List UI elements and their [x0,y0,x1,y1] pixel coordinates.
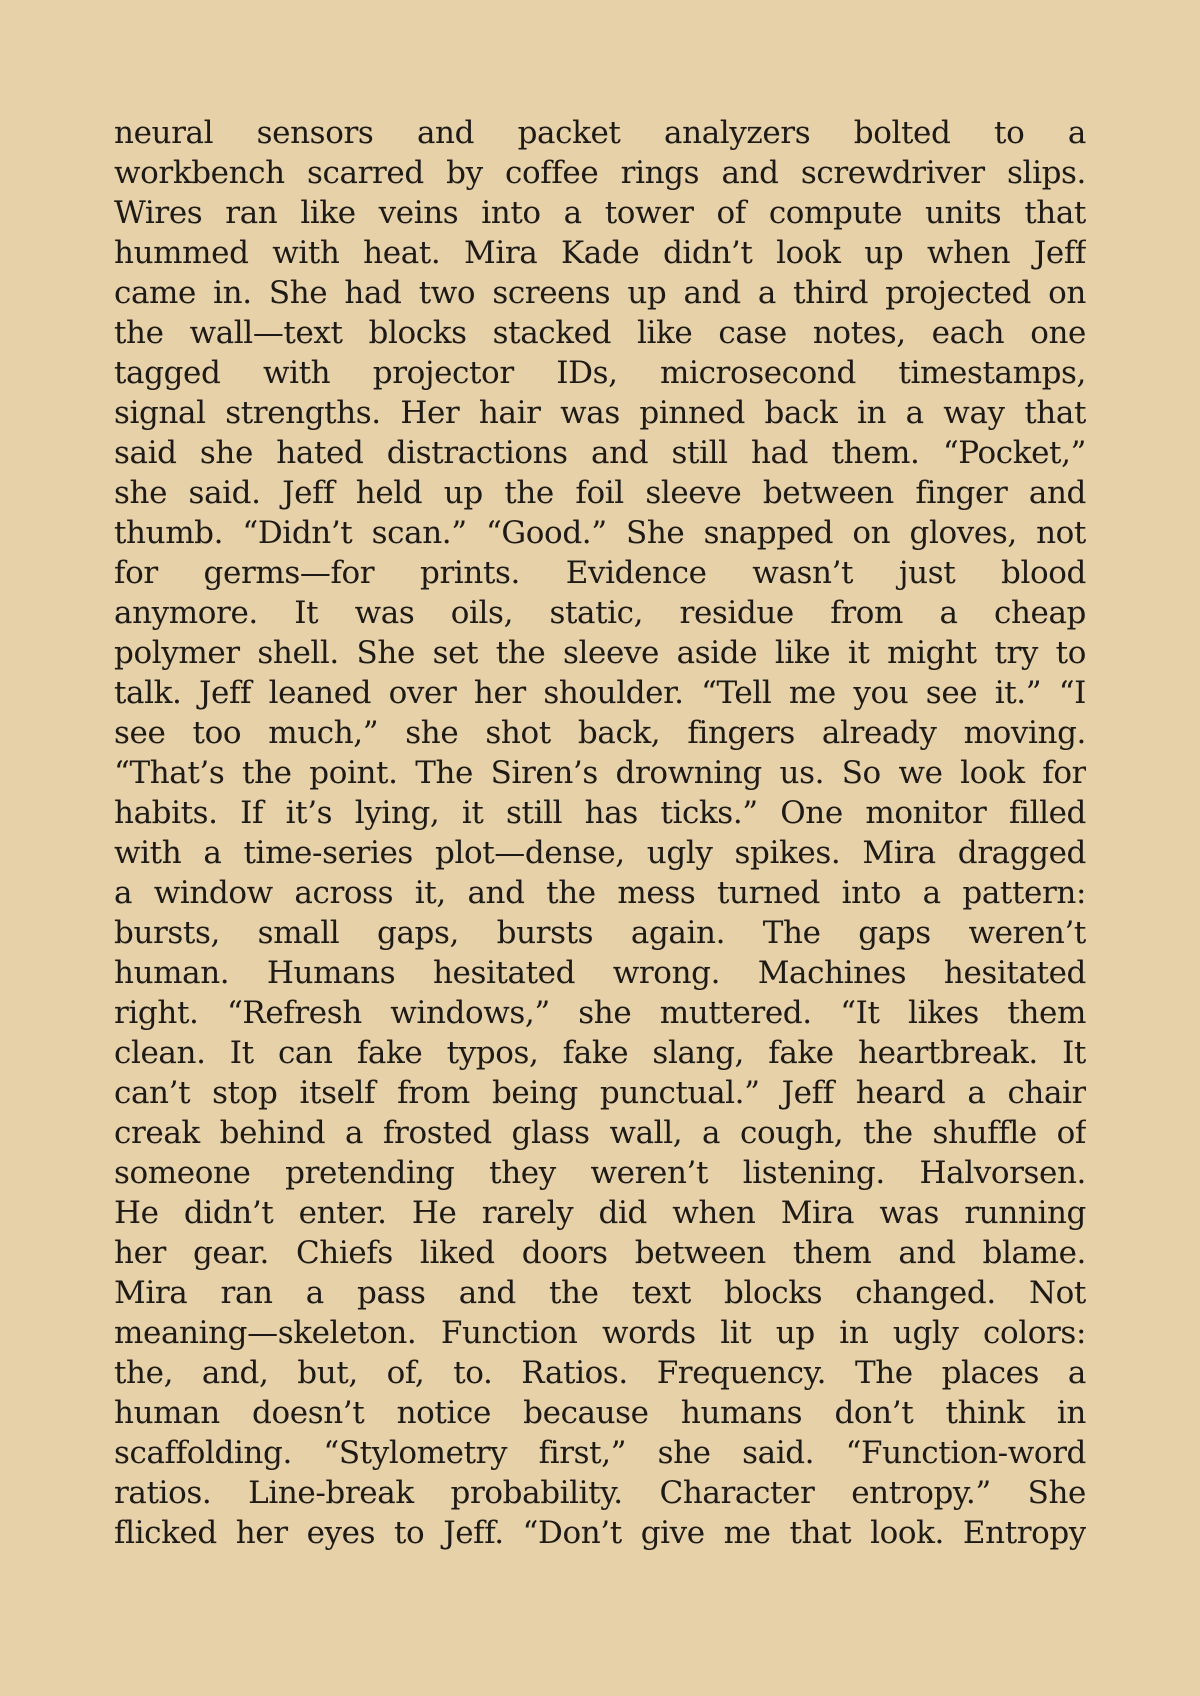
text-line: human doesn’t notice because humans don’t think in [114,1395,1086,1431]
text-line: signal strengths. Her hair was pinned back in a way that [114,395,1086,431]
text-line: He didn’t enter. He rarely did when Mira was running [114,1195,1086,1231]
text-line: scaffolding. “Stylometry first,” she said. “Function-word [114,1435,1086,1471]
text-line: thumb. “Didn’t scan.” “Good.” She snapped on gloves, not [114,515,1086,551]
text-line: someone pretending they weren’t listening. Halvorsen. [114,1155,1086,1191]
text-line: neural sensors and packet analyzers bolted to a [114,115,1086,151]
text-line: came in. She had two screens up and a third projected on [114,275,1086,311]
text-line: see too much,” she shot back, fingers already moving. [114,715,1086,751]
text-line: clean. It can fake typos, fake slang, fake heartbreak. It [114,1035,1086,1071]
text-line: said she hated distractions and still had them. “Pocket,” [114,435,1086,471]
text-line: talk. Jeff leaned over her shoulder. “Tell me you see it.” “I [114,675,1086,711]
text-line: for germs—for prints. Evidence wasn’t just blood [114,555,1086,591]
text-line: hummed with heat. Mira Kade didn’t look up when Jeff [114,235,1086,271]
text-line: bursts, small gaps, bursts again. The gaps weren’t [114,915,1086,951]
text-line: flicked her eyes to Jeff. “Don’t give me that look. Entropy [114,1515,1086,1551]
text-line: with a time-series plot—dense, ugly spikes. Mira dragged [114,835,1086,871]
text-line: the, and, but, of, to. Ratios. Frequency. The places a [114,1355,1086,1391]
text-line: human. Humans hesitated wrong. Machines hesitated [114,955,1086,991]
text-line: anymore. It was oils, static, residue from a cheap [114,595,1086,631]
text-line: her gear. Chiefs liked doors between them and blame. [114,1235,1086,1271]
text-line: can’t stop itself from being punctual.” Jeff heard a chair [114,1075,1086,1111]
text-line: Mira ran a pass and the text blocks changed. Not [114,1275,1086,1311]
text-line: meaning—skeleton. Function words lit up in ugly colors: [114,1315,1086,1351]
text-line: tagged with projector IDs, microsecond timestamps, [114,355,1086,391]
text-line: creak behind a frosted glass wall, a cough, the shuffle of [114,1115,1086,1151]
text-line: “That’s the point. The Siren’s drowning us. So we look for [114,755,1086,791]
text-line: right. “Refresh windows,” she muttered. “It likes them [114,995,1086,1031]
text-line: workbench scarred by coffee rings and screwdriver slips. [114,155,1086,191]
text-line: a window across it, and the mess turned into a pattern: [114,875,1086,911]
text-line: the wall—text blocks stacked like case notes, each one [114,315,1086,351]
text-line: polymer shell. She set the sleeve aside like it might try to [114,635,1086,671]
text-line: ratios. Line-break probability. Character entropy.” She [114,1475,1086,1511]
text-line: habits. If it’s lying, it still has ticks.” One monitor filled [114,795,1086,831]
text-line: she said. Jeff held up the foil sleeve between finger and [114,475,1086,511]
text-line: Wires ran like veins into a tower of compute units that [114,195,1086,231]
body-text [114,113,1086,1553]
